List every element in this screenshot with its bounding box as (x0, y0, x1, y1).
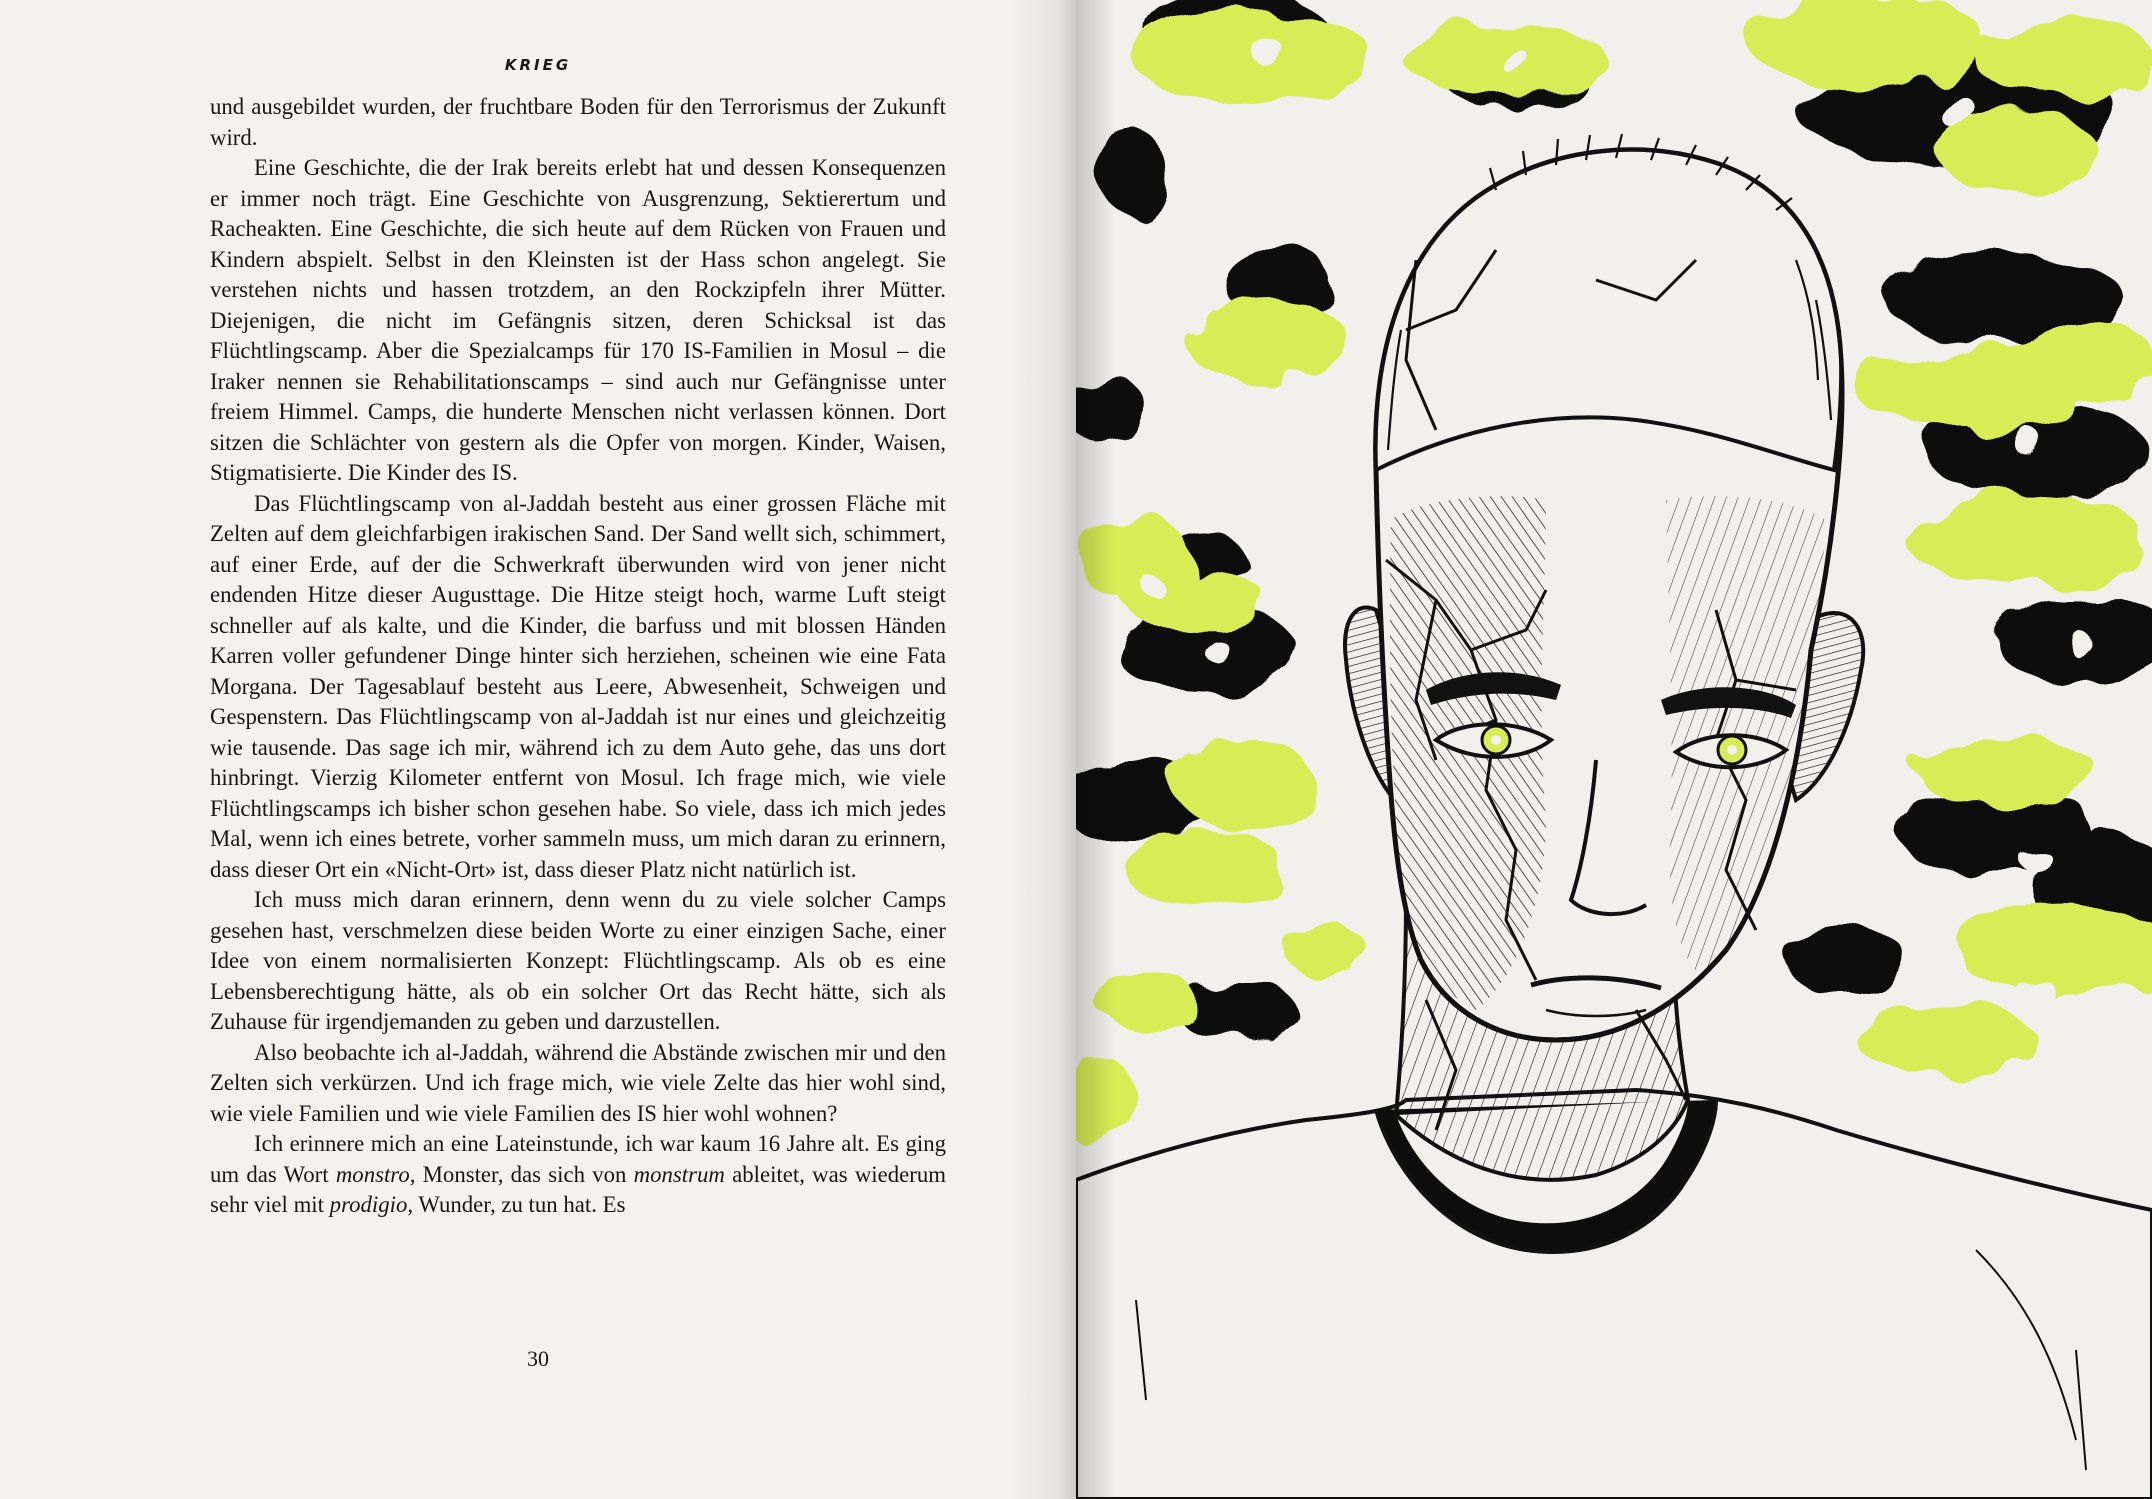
right-page-gutter-shadow (1076, 0, 1116, 1499)
portrait-illustration (1076, 0, 2152, 1499)
text-run: Monster, das sich von (415, 1161, 634, 1187)
paragraph: Also beobachte ich al-Jaddah, während die Abstände zwischen mir und den Zelten sich verkürzen. Und ich frage mich, wie viele Zelte das hier wohl sind, wie viele Familien und wie viele Familien des IS hier wohl wohnen? (210, 1039, 946, 1126)
right-page (1076, 0, 2152, 1499)
paragraph: Ich muss mich daran erinnern, denn wenn du zu viele solcher Camps gesehen hast, verschmelzen diese beiden Worte zu einer einzigen Sache, einer Idee von einem normalisierten Konzept: Flüchtlingscamp. Als ob es eine Lebensberechtigung hätte, als ob ein solcher Ort das Recht hätte, sich als Zuhause für irgendjemanden zu geben und darzustellen. (210, 887, 946, 1034)
italic-word: monstro, (335, 1161, 416, 1187)
text-run: ableitet, was wiederum sehr viel mit (210, 1161, 946, 1217)
running-head: KRIEG (504, 56, 572, 74)
italic-word: monstrum (633, 1161, 725, 1187)
gutter-shadow (1010, 0, 1076, 1499)
paragraph: Eine Geschichte, die der Irak bereits erlebt hat und dessen Konsequenzen er immer noch trägt. Eine Geschichte von Ausgrenzung, Sektierertum und Racheakten. Eine Geschichte, die sich heute auf dem Rücken von Frauen und Kindern abspielt. Selbst in den Kleinsten ist der Hass schon angelegt. Sie verstehen nichts und hassen trotzdem, an den Rockzipfeln ihrer Mütter. Diejenigen, die nicht im Gefängnis sitzen, deren Schicksal ist das Flüchtlingscamp. Aber die Spezialcamps für 170 IS-Familien in Mosul – die Iraker nennen sie Rehabilitationscamps – sind auch nur Gefängnisse unter freiem Himmel. Camps, die hunderte Menschen nicht verlassen können. Dort sitzen die Schlächter von gestern als die Opfer von morgen. Kinder, Waisen, Stigmatisierte. Die Kinder des IS. (210, 155, 946, 485)
italic-word: prodigio, (329, 1192, 414, 1217)
text-run: Wunder, zu tun hat. Es (413, 1192, 626, 1217)
paragraph: Das Flüchtlingscamp von al-Jaddah besteht aus einer grossen Fläche mit Zelten auf dem gleichfarbigen irakischen Sand. Der Sand wellt sich, schimmert, auf einer Erde, auf der die Schwerkraft überwunden wird von jener nicht endenden Hitze dieser Augusttage. Die Hitze steigt hoch, warme Luft steigt schneller auf als kalte, und die Kinder, die barfuss und mit blossen Händen Karren voller gefundener Dinge hinter sich herziehen, scheinen wie eine Fata Morgana. Der Tagesablauf besteht aus Leere, Abwesenheit, Schweigen und Gespenstern. Das Flüchtlingscamp von al-Jaddah ist nur eines und gleichzeitig wie tausende. Das sage ich mir, während ich zu dem Auto gehe, das uns dort hinbringt. Vierzig Kilometer entfernt von Mosul. Ich frage mich, wie viele Flüchtlingscamps ich bisher schon gesehen habe. So viele, dass ich mich jedes Mal, wenn ich eines betrete, vorher sammeln muss, um mich daran zu erinnern, dass dieser Ort ein «Nicht-Ort» ist, dass dieser Platz nicht natürlich ist. (210, 490, 946, 882)
text-run: Ich erinnere mich an eine Lateinstunde, ich war kaum 16 Jahre alt. Es ging um das Wort (210, 1131, 946, 1187)
page-number: 30 (527, 1346, 549, 1371)
paragraph-last (210, 1129, 946, 1221)
body-text (210, 92, 946, 1221)
paragraph: und ausgebildet wurden, der fruchtbare Boden für den Terrorismus der Zukunft wird. (210, 94, 946, 150)
